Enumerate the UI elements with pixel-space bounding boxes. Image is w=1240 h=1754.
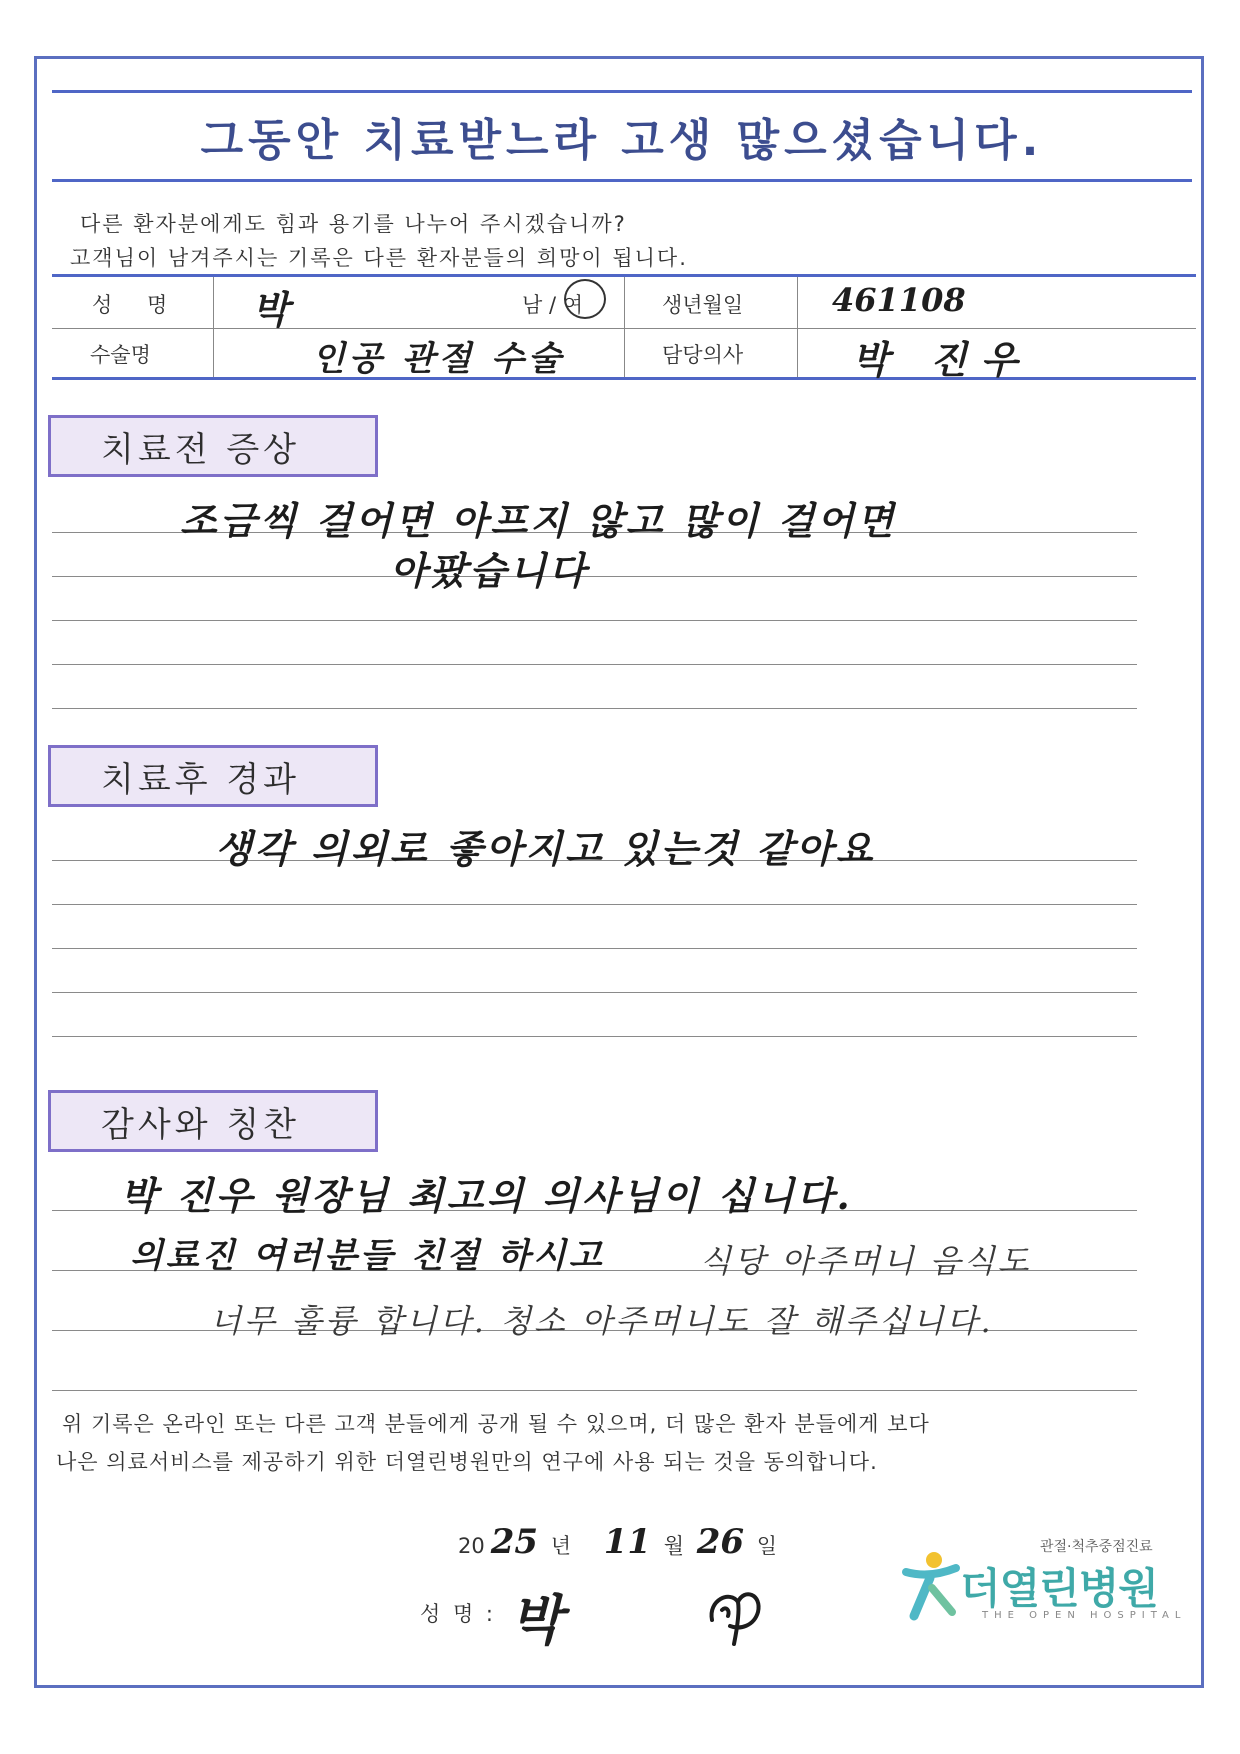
name-label: 성 명 [92, 293, 182, 317]
before-treatment-line-2[interactable]: 아팠습니다 [390, 548, 589, 593]
signature-label: 성 명 : [420, 1602, 496, 1626]
section-label-after-treatment: 치료후 경과 [48, 745, 378, 807]
birth-label: 생년월일 [662, 293, 744, 317]
patient-info-table [52, 274, 1196, 380]
gender-circle-mark[interactable] [564, 279, 606, 319]
handwritten-signature-mark [700, 1580, 770, 1650]
thanks-line-1[interactable]: 박 진우 원장님 최고의 의사님이 십니다. [120, 1173, 853, 1218]
signature-name[interactable]: 박 [510, 1588, 563, 1652]
intro-line-2: 고객님이 남겨주시는 기록은 다른 환자분들의 희망이 됩니다. [70, 246, 688, 270]
surgery-label: 수술명 [90, 343, 151, 367]
date-year[interactable]: 25 [490, 1522, 539, 1562]
logo-tagline: 관절·척추중점진료 [1040, 1539, 1153, 1555]
page-title: 그동안 치료받느라 고생 많으셨습니다. [200, 115, 1044, 166]
hospital-logo [900, 1536, 1187, 1646]
date-day[interactable]: 26 [696, 1522, 745, 1562]
before-treatment-line-1[interactable]: 조금씩 걸어면 아프지 않고 많이 걸어면 [180, 498, 897, 543]
after-treatment-line-1[interactable]: 생각 의외로 좋아지고 있는것 같아요 [215, 826, 876, 871]
doctor-value[interactable]: 박 진우 [852, 337, 1032, 382]
doctor-label: 담당의사 [662, 343, 744, 367]
hospital-logo-icon [900, 1550, 962, 1622]
intro-line-1: 다른 환자분에게도 힘과 용기를 나누어 주시겠습니까? [80, 212, 627, 236]
date-year-unit: 년 [550, 1534, 572, 1558]
date-day-unit: 일 [756, 1534, 778, 1558]
consent-line-1: 위 기록은 온라인 또는 다른 고객 분들에게 공개 될 수 있으며, 더 많은 환자 분들에게 보다 [62, 1412, 930, 1436]
thanks-line-2[interactable]: 의료진 여러분들 친절 하시고 [130, 1236, 605, 1276]
date-month[interactable]: 11 [603, 1522, 652, 1562]
title-band [52, 90, 1192, 182]
birth-value[interactable]: 461108 [832, 281, 966, 319]
logo-name: 더열린병원 [960, 1564, 1158, 1613]
date-month-unit: 월 [663, 1534, 685, 1558]
consent-line-2: 나은 의료서비스를 제공하기 위한 더열린병원만의 연구에 사용 되는 것을 동의합니다. [56, 1450, 878, 1474]
section-label-thanks: 감사와 칭찬 [48, 1090, 378, 1152]
section-label-before-treatment: 치료전 증상 [48, 415, 378, 477]
logo-english: THE OPEN HOSPITAL [982, 1610, 1187, 1621]
surgery-value[interactable]: 인공 관절 수술 [312, 339, 565, 379]
date-line [458, 1522, 777, 1562]
name-value[interactable]: 박 [252, 287, 289, 332]
date-year-prefix: 20 [458, 1534, 485, 1558]
thanks-line-4[interactable]: 너무 훌륭 합니다. 청소 아주머니도 잘 해주십니다. [210, 1302, 994, 1340]
gender-label: 남 / 여 [522, 293, 583, 317]
thanks-line-3[interactable]: 식당 아주머니 음식도 [700, 1242, 1032, 1280]
